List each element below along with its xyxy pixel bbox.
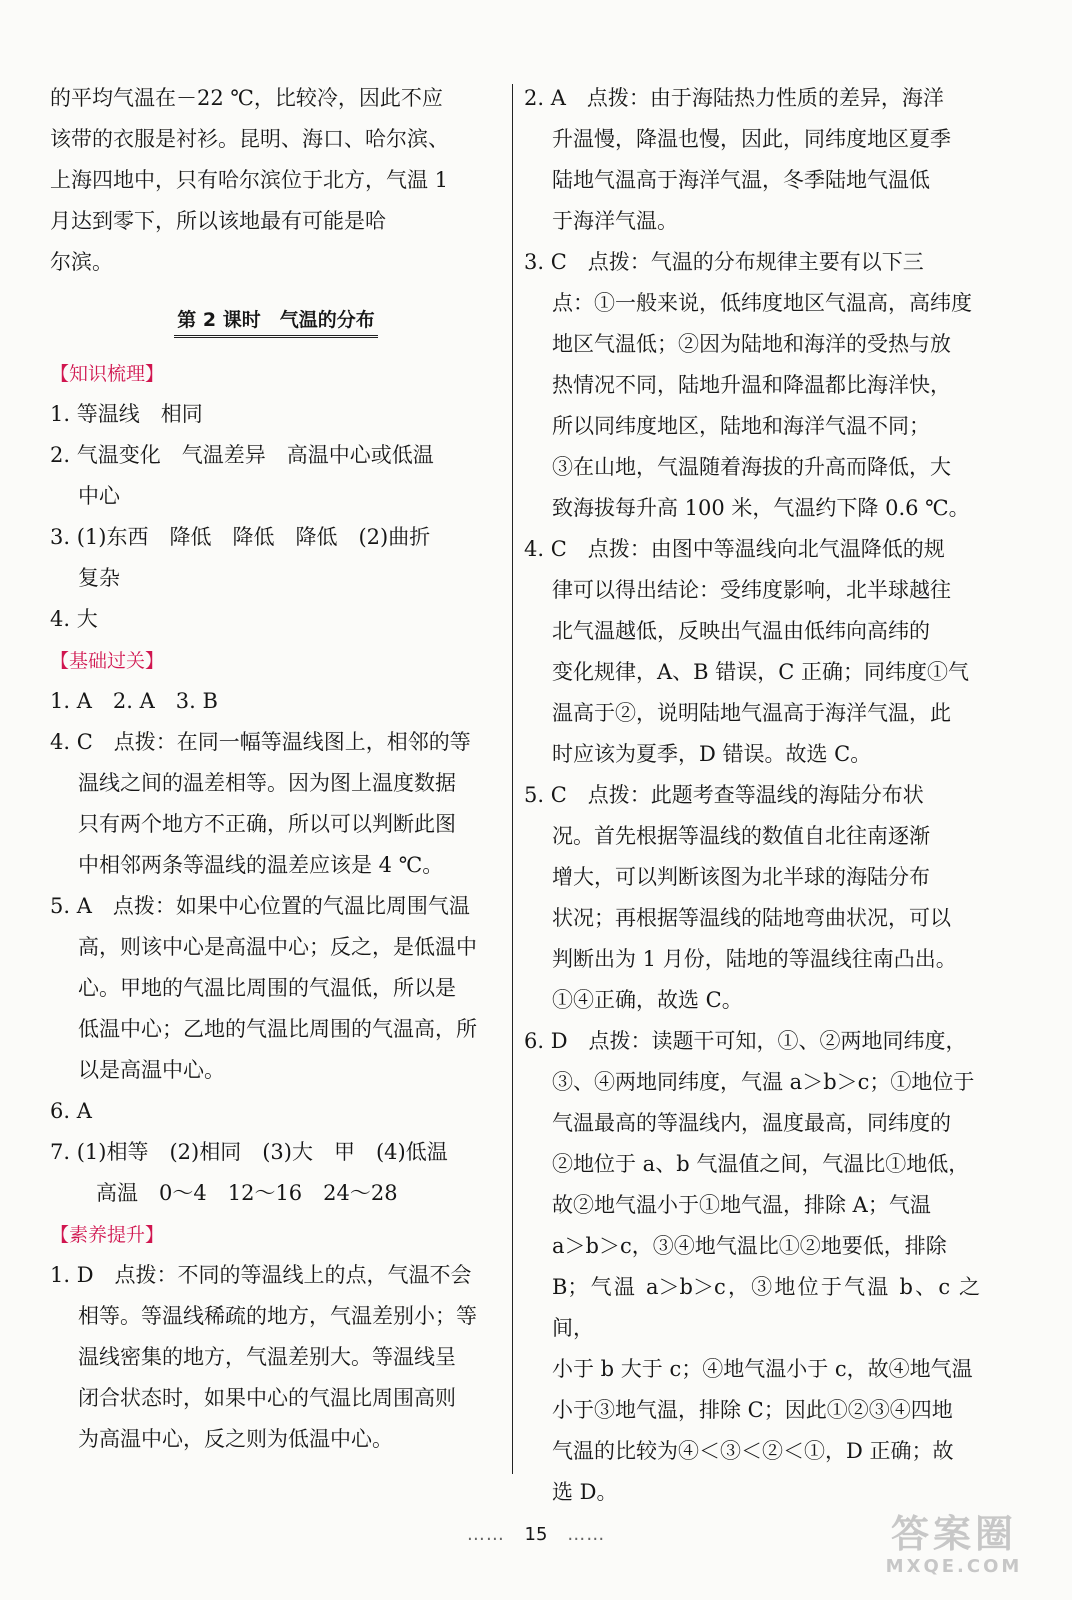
watermark	[854, 1512, 1054, 1586]
answer-line: 于海洋气温。	[552, 209, 678, 233]
answer-line: ③在山地，气温随着海拔的升高而降低，大	[552, 455, 951, 479]
answer-line: 时应该为夏季，D 错误。故选 C。	[552, 742, 872, 766]
answer-line: 2. A 点拨：由于海陆热力性质的差异，海洋	[524, 86, 944, 110]
answer-line: ①④正确，故选 C。	[552, 988, 743, 1012]
answer-line: 6. D 点拨：读题干可知，①、②两地同纬度，	[524, 1029, 967, 1053]
answer-line: ②地位于 a、b 气温值之间，气温比①地低，	[552, 1152, 970, 1176]
answer-line: 气温最高的等温线内，温度最高，同纬度的	[552, 1111, 951, 1135]
answer-line: ③、④两地同纬度，气温 a＞b＞c；①地位于	[552, 1070, 975, 1094]
answer-line: B；气温 a＞b＞c，③地位于气温 b、c 之间，	[552, 1275, 980, 1340]
answer-line: 闭合状态时，如果中心的气温比周围高则	[78, 1386, 456, 1410]
left-column	[50, 78, 502, 1460]
section-heading: 【基础过关】	[50, 650, 165, 672]
answer-line: 1. D 点拨：不同的等温线上的点，气温不会	[50, 1263, 472, 1287]
answer-line: 3. (1)东西 降低 降低 降低 (2)曲折	[50, 525, 431, 549]
answer-line: 高温 0～4 12～16 24～28	[96, 1181, 398, 1205]
answer-line: 复杂	[78, 566, 120, 590]
answer-line: 中心	[78, 484, 120, 508]
answer-line: a＞b＞c，③④地气温比①②地要低，排除	[552, 1234, 947, 1258]
answer-line: 致海拔每升高 100 米，气温约下降 0.6 ℃。	[552, 496, 970, 520]
paragraph: 月达到零下，所以该地最有可能是哈	[50, 209, 386, 233]
answer-line: 4. C 点拨：在同一幅等温线图上，相邻的等	[50, 730, 471, 754]
answer-line: 状况；再根据等温线的陆地弯曲状况，可以	[552, 906, 951, 930]
answer-line: 高，则该中心是高温中心；反之，是低温中	[78, 935, 477, 959]
answer-line: 5. A 点拨：如果中心位置的气温比周围气温	[50, 894, 470, 918]
answer-line: 以是高温中心。	[78, 1058, 225, 1082]
column-divider	[512, 84, 513, 1474]
answer-line: 升温慢，降温也慢，因此，同纬度地区夏季	[552, 127, 951, 151]
right-column	[524, 78, 980, 1513]
section-heading: 【素养提升】	[50, 1224, 165, 1246]
answer-line: 所以同纬度地区，陆地和海洋气温不同；	[552, 414, 930, 438]
answer-line: 气温的比较为④＜③＜②＜①，D 正确；故	[552, 1439, 954, 1463]
lesson-title: 第 2 课时 气温的分布	[174, 305, 377, 338]
answer-line: 温线之间的温差相等。因为图上温度数据	[78, 771, 456, 795]
answer-line: 4. C 点拨：由图中等温线向北气温降低的规	[524, 537, 945, 561]
answer-line: 只有两个地方不正确，所以可以判断此图	[78, 812, 456, 836]
answer-line: 判断出为 1 月份，陆地的等温线往南凸出。	[552, 947, 957, 971]
answer-line: 1. 等温线 相同	[50, 402, 203, 426]
watermark-url: MXQE.COM	[885, 1556, 1023, 1577]
answer-line: 热情况不同，陆地升温和降温都比海洋快，	[552, 373, 951, 397]
answer-line: 温线密集的地方，气温差别大。等温线呈	[78, 1345, 456, 1369]
answer-line: 北气温越低，反映出气温由低纬向高纬的	[552, 619, 930, 643]
watermark-logo: 答案圈	[890, 1512, 1017, 1556]
answer-line: 低温中心；乙地的气温比周围的气温高，所	[78, 1017, 477, 1041]
paragraph: 的平均气温在－22 ℃，比较冷，因此不应	[50, 86, 443, 110]
answer-line: 1. A 2. A 3. B	[50, 689, 218, 713]
answer-line: 相等。等温线稀疏的地方，气温差别小；等	[78, 1304, 477, 1328]
paragraph: 该带的衣服是衬衫。昆明、海口、哈尔滨、	[50, 127, 449, 151]
answer-line: 中相邻两条等温线的温差应该是 4 ℃。	[78, 853, 444, 877]
answer-line: 点：①一般来说，低纬度地区气温高，高纬度	[552, 291, 972, 315]
answer-line: 况。首先根据等温线的数值自北往南逐渐	[552, 824, 930, 848]
page-number: 15	[524, 1524, 548, 1545]
paragraph: 上海四地中，只有哈尔滨位于北方，气温 1	[50, 168, 449, 192]
answer-line: 3. C 点拨：气温的分布规律主要有以下三	[524, 250, 924, 274]
answer-line: 小于 b 大于 c；④地气温小于 c，故④地气温	[552, 1357, 973, 1381]
answer-line: 增大，可以判断该图为北半球的海陆分布	[552, 865, 930, 889]
paragraph: 尔滨。	[50, 250, 113, 274]
answer-line: 小于③地气温，排除 C；因此①②③④四地	[552, 1398, 953, 1422]
answer-line: 陆地气温高于海洋气温，冬季陆地气温低	[552, 168, 930, 192]
answer-line: 温高于②，说明陆地气温高于海洋气温，此	[552, 701, 951, 725]
answer-line: 故②地气温小于①地气温，排除 A；气温	[552, 1193, 931, 1217]
answer-line: 5. C 点拨：此题考查等温线的海陆分布状	[524, 783, 924, 807]
section-heading: 【知识梳理】	[50, 363, 165, 385]
answer-line: 变化规律，A、B 错误，C 正确；同纬度①气	[552, 660, 970, 684]
answer-line: 为高温中心，反之则为低温中心。	[78, 1427, 393, 1451]
answer-line: 2. 气温变化 气温差异 高温中心或低温	[50, 443, 434, 467]
answer-line: 6. A	[50, 1099, 92, 1123]
answer-line: 7. (1)相等 (2)相同 (3)大 甲 (4)低温	[50, 1140, 448, 1164]
footer-dots: ……	[567, 1524, 606, 1545]
answer-line: 律可以得出结论：受纬度影响，北半球越往	[552, 578, 951, 602]
footer-dots: ……	[466, 1524, 505, 1545]
answer-line: 4. 大	[50, 607, 98, 631]
answer-line: 地区气温低；②因为陆地和海洋的受热与放	[552, 332, 951, 356]
answer-line: 选 D。	[552, 1480, 618, 1504]
answer-line: 心。甲地的气温比周围的气温低，所以是	[78, 976, 456, 1000]
